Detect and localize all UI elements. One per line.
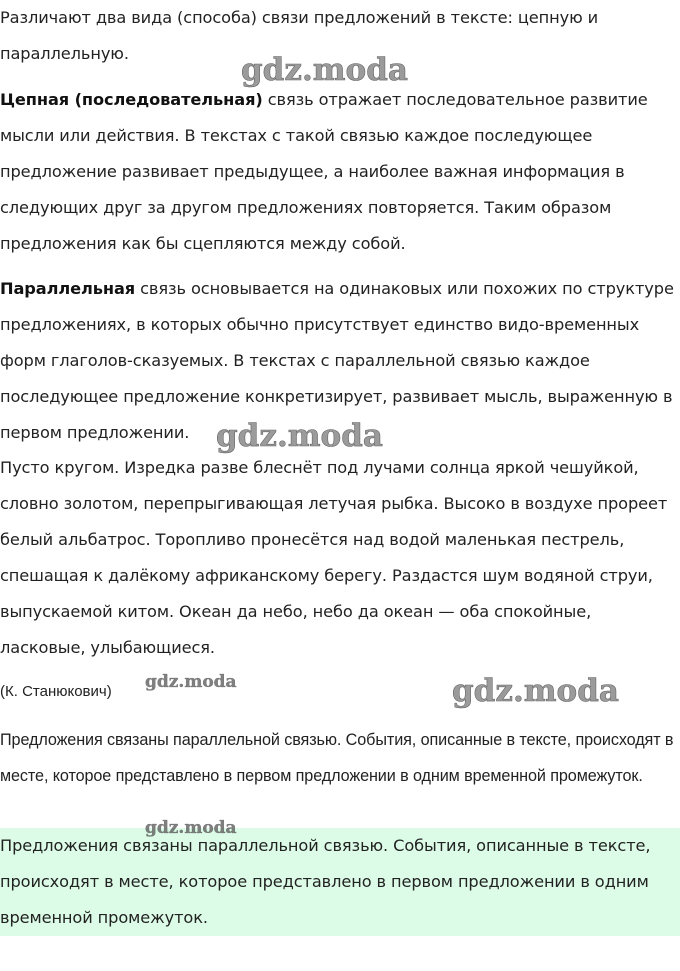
answer-paragraph: Предложения связаны параллельной связью. События, описанные в тексте, происходят в месте, которое представлено в первом предложении в одним временной промежуток. <box>0 836 651 927</box>
watermark-logo: gdz.moda <box>145 818 237 838</box>
intro-paragraph: Различают два вида (способа) связи предложений в тексте: цепную и параллельную. <box>0 8 599 63</box>
parallel-text: связь основывается на одинаковых или похожих по структуре предложениях, в которых обычно присутствует единство видо-временных форм глаголов-сказуемых. В текстах с параллельной связью каждое последующее предложение конкретизирует, развивает мысль, выраженную в первом предложении. <box>0 279 674 442</box>
watermark-logo: gdz.moda <box>241 52 408 88</box>
watermark-logo: gdz.moda <box>145 672 237 692</box>
chain-text: связь отражает последовательное развитие мысли или действия. В текстах с такой связью каждое последующее предложение развивает предыдущее, а наиболее важная информация в следующих друг за другом предложениях повторяется. Таким образом предложения как бы сцепляются между собой. <box>0 90 648 253</box>
excerpt-source: (К. Станюкович) <box>0 683 112 700</box>
watermark-logo: gdz.moda <box>452 673 619 709</box>
chain-paragraph <box>0 82 678 262</box>
excerpt-paragraph: Пусто кругом. Изредка разве блеснёт под лучами солнца яркой чешуйкой, словно золотом, перепрыгивающая летучая рыбка. Высоко в воздухе прореет белый альбатрос. Торопливо пронесётся над водой маленькая пестрель, спешащая к далёкому африканскому берегу. Раздастся шум водяной струи, выпускаемой китом. Океан да небо, небо да океан — оба спокойные, ласковые, улыбающиеся. <box>0 458 668 657</box>
explanation-paragraph: Предложения связаны параллельной связью. События, описанные в тексте, происходят в месте, которое представлено в первом предложении в одним временной промежуток. <box>0 731 674 785</box>
chain-term: Цепная (последовательная) <box>0 90 263 109</box>
watermark-logo: gdz.moda <box>216 418 383 454</box>
parallel-term: Параллельная <box>0 279 136 298</box>
